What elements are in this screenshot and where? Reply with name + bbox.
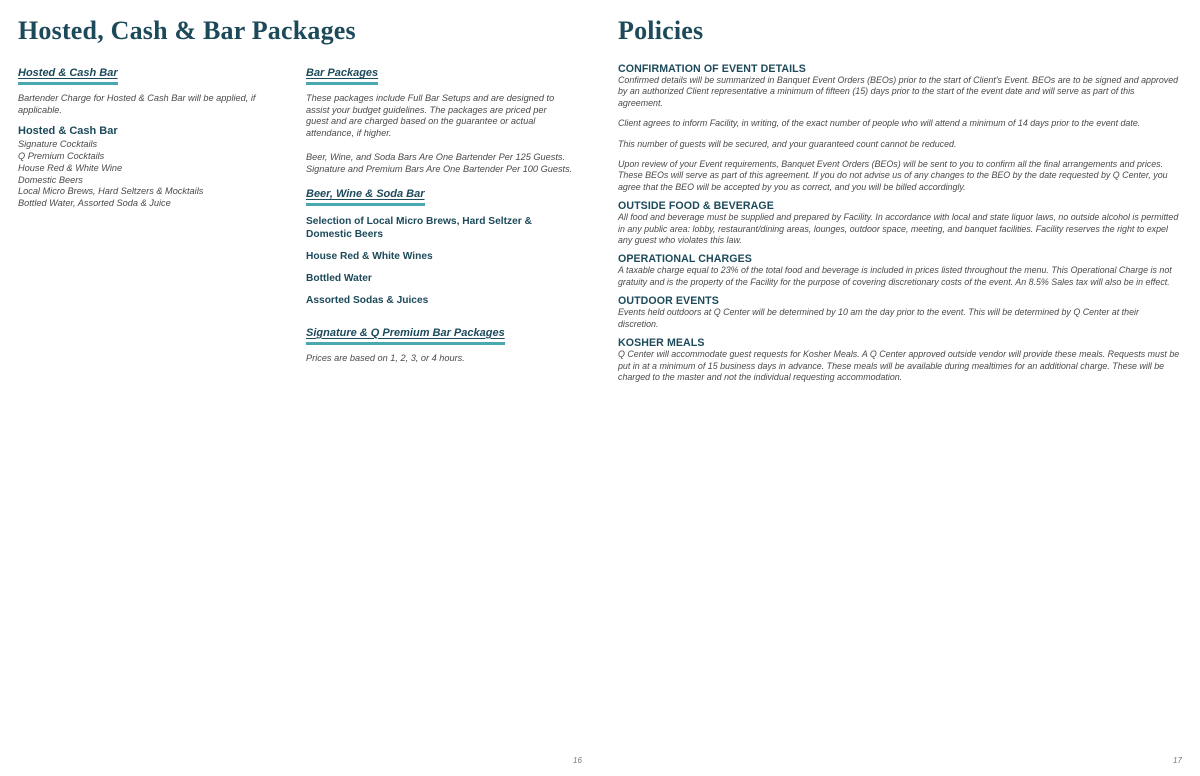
section-heading-signature-premium: Signature & Q Premium Bar Packages bbox=[306, 327, 505, 345]
policy-section-outside-food bbox=[618, 200, 1180, 246]
section-heading-bar-packages: Bar Packages bbox=[306, 67, 378, 85]
right-page bbox=[600, 0, 1200, 776]
policy-heading: OPERATIONAL CHARGES bbox=[618, 253, 752, 266]
hosted-cash-bar-list bbox=[18, 139, 280, 210]
list-item: Bottled Water, Assorted Soda & Juice bbox=[18, 198, 171, 209]
bar-packages-column bbox=[306, 63, 586, 364]
list-item: Selection of Local Micro Brews, Hard Seltzer & Domestic Beers bbox=[306, 215, 532, 240]
policy-paragraph: Q Center will accommodate guest requests for Kosher Meals. A Q Center approved outside vendor will provide these meals. Requests must be put in at a minimum of 15 business days in advance. These meals will be available during mealtimes for an additional charge. These will be charged to the master and not the individual requesting accommodation. bbox=[618, 349, 1180, 382]
bar-packages-description: These packages include Full Bar Setups and are designed to assist your budget guidelines. The packages are priced per guest and are charged based on the guarantee or actual attendance, if higher. bbox=[306, 93, 555, 138]
policy-heading: OUTSIDE FOOD & BEVERAGE bbox=[618, 200, 774, 213]
list-item: Signature Cocktails bbox=[18, 139, 98, 150]
list-item: Domestic Beers bbox=[18, 174, 83, 185]
policy-paragraph: Confirmed details will be summarized in Banquet Event Orders (BEOs) prior to the start of Client's Event. BEOs are to be signed and approved by an authorized Client representative a minimum of fifteen (15) days prior to the start of the event date and will serve as part of this agreement. bbox=[618, 75, 1179, 108]
policy-paragraph: All food and beverage must be supplied and prepared by Facility. In accordance with local and state liquor laws, no outside alcohol is permitted in any public area: lobby, restaurant/dining areas, lounges, outdoor space, meeting, and banquet facilities. Facility reserves the right to expel any guest who violates this law. bbox=[618, 212, 1179, 246]
page-title: Hosted, Cash & Bar Packages bbox=[18, 16, 356, 45]
policy-section-confirmation bbox=[618, 63, 1180, 193]
page-title: Policies bbox=[618, 16, 704, 45]
policy-heading: OUTDOOR EVENTS bbox=[618, 295, 719, 308]
bartender-ratio-note: Beer, Wine, and Soda Bars Are One Bartender Per 125 Guests. Signature and Premium Bars Are One Bartender Per 100 Guests. bbox=[306, 152, 573, 174]
list-item: Local Micro Brews, Hard Seltzers & Mocktails bbox=[18, 186, 204, 197]
policy-paragraph: Client agrees to inform Facility, in writing, of the exact number of people who will attend a minimum of 14 days prior to the event date. bbox=[618, 118, 1141, 129]
list-item: House Red & White Wines bbox=[306, 250, 433, 262]
policy-paragraph: A taxable charge equal to 23% of the total food and beverage is included in prices listed throughout the menu. This Operational Charge is not gratuity and is the property of the Facility for the purpose of covering discretionary costs of the event. An 8.5% Sales tax will also be in effect. bbox=[618, 265, 1172, 287]
list-item: House Red & White Wine bbox=[18, 162, 123, 173]
policy-section-operational-charges bbox=[618, 253, 1180, 288]
policies-list bbox=[618, 63, 1180, 390]
page-number: 17 bbox=[1173, 756, 1182, 765]
bartender-charge-note: Bartender Charge for Hosted & Cash Bar will be applied, if applicable. bbox=[18, 93, 256, 115]
list-item: Q Premium Cocktails bbox=[18, 150, 105, 161]
hosted-cash-bar-subheading: Hosted & Cash Bar bbox=[18, 125, 118, 138]
policy-heading: CONFIRMATION OF EVENT DETAILS bbox=[618, 63, 806, 75]
policy-paragraph: Events held outdoors at Q Center will be determined by 10 am the day prior to the event. This will be determined by Q Center at their discretion. bbox=[618, 307, 1139, 329]
policy-heading: KOSHER MEALS bbox=[618, 337, 705, 350]
section-heading-beer-wine-soda: Beer, Wine & Soda Bar bbox=[306, 188, 425, 206]
list-item: Assorted Sodas & Juices bbox=[306, 294, 429, 306]
section-heading-hosted-cash-bar: Hosted & Cash Bar bbox=[18, 67, 118, 85]
policy-paragraph: This number of guests will be secured, and your guaranteed count cannot be reduced. bbox=[618, 138, 957, 149]
policy-section-outdoor-events bbox=[618, 295, 1180, 330]
policy-paragraph: Upon review of your Event requirements, Banquet Event Orders (BEOs) will be sent to you to confirm all the final arrangements and prices. These BEOs will serve as part of this agreement. If you do not advise us of any changes to the BEO by the date requested by Q Center, you agree that the BEO will be accepted by you as correct, and you will be billed accordingly. bbox=[618, 159, 1168, 192]
page-number: 16 bbox=[573, 756, 582, 765]
hours-note: Prices are based on 1, 2, 3, or 4 hours. bbox=[306, 352, 465, 363]
list-item: Bottled Water bbox=[306, 272, 372, 284]
policy-section-kosher-meals bbox=[618, 337, 1180, 383]
hosted-cash-bar-column bbox=[18, 63, 280, 210]
